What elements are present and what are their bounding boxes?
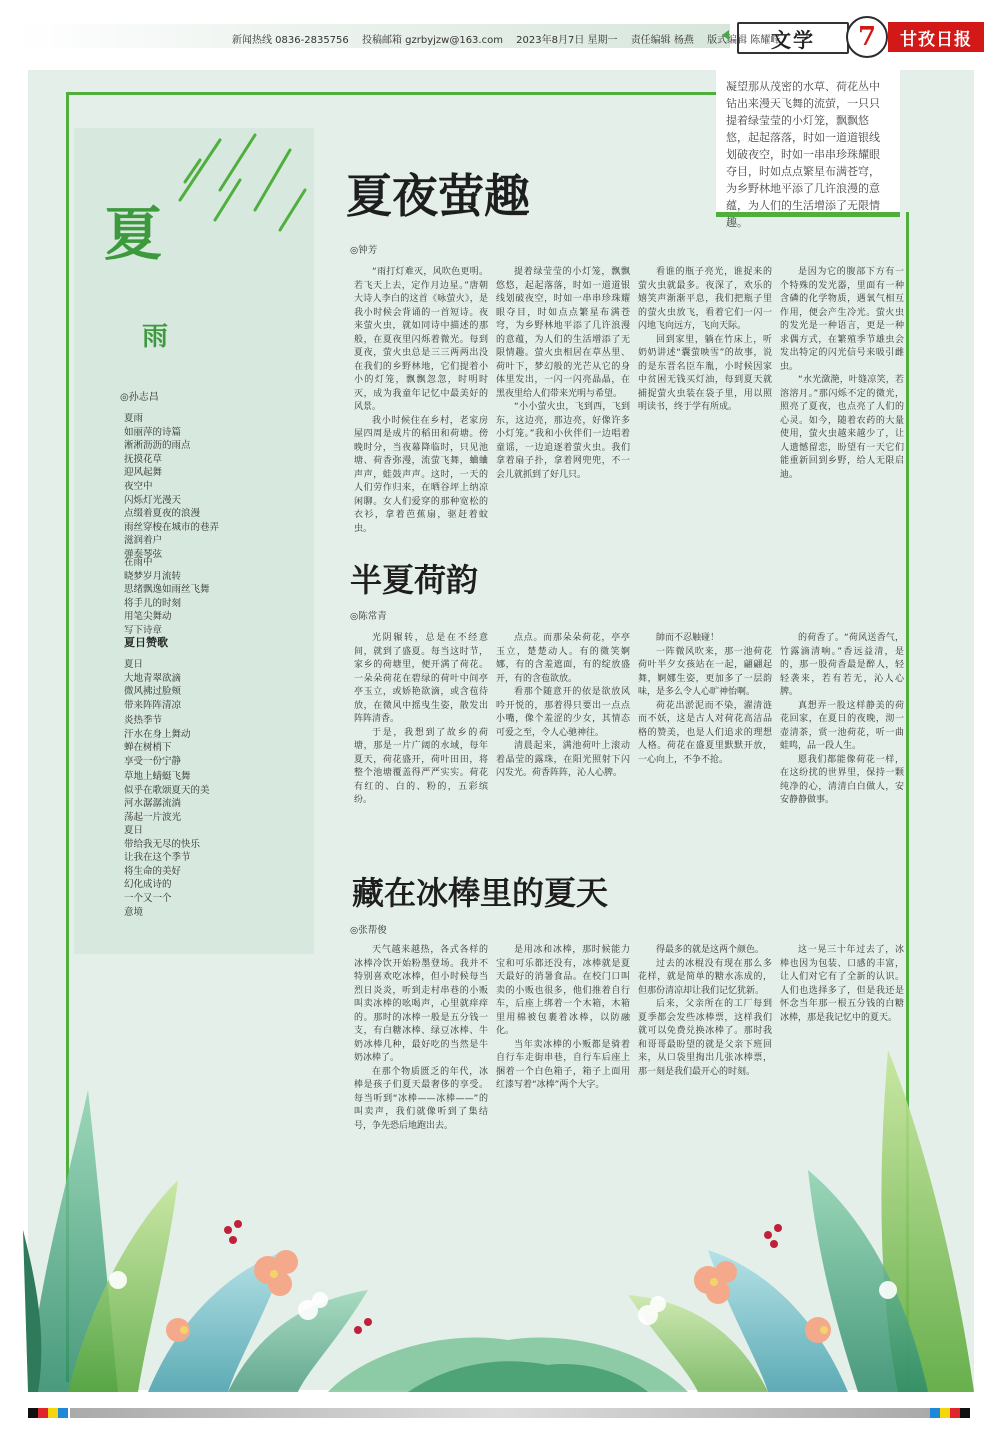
poem-line: 思绪飘逸如雨丝飞舞 — [124, 584, 210, 596]
article1-col3-text: 看谁的瓶子亮光，谁捉来的萤火虫就最多。夜深了，欢乐的嬉笑声渐渐平息，我们把瓶子里的萤火虫放飞，看着它们一闪一闪地飞向远方，飞向天际。 — [638, 267, 772, 331]
poem-subtitle: 夏日赞歌 — [124, 636, 168, 649]
poem-line: 淅淅沥沥的雨点 — [124, 440, 191, 452]
paragraph: 在那个物质匮乏的年代，冰棒是孩子们夏天最奢侈的享受。每当听到“冰棒——冰棒——”的叫卖声，我们就像听到了集结号，争先恐后地跑出去。 — [354, 1066, 488, 1131]
poem-line: 如丽萍的诗篇 — [124, 426, 182, 438]
poem-line: 弹奏琴弦 — [124, 548, 163, 560]
poem-line: 晓梦岁月流转 — [124, 570, 182, 582]
paragraph: 愿我们都能像荷花一样，在这纷扰的世界里，保持一颗纯净的心，清清白白做人，安安静静做事。 — [780, 754, 904, 805]
poem-line: 微风拂过脸颊 — [124, 686, 182, 698]
color-register-right — [930, 1408, 970, 1418]
poem-title-big: 夏 — [104, 200, 163, 268]
article1-title: 夏夜萤趣 — [346, 169, 530, 223]
paragraph: 后来，父亲所在的工厂每到夏季都会发些冰棒票，这样我们就可以免费兑换冰棒了。那时我和哥哥最盼望的就是父亲下班回来，从口袋里掏出几张冰棒票，那一刻是我们最开心的时刻。 — [638, 999, 772, 1077]
paragraph: 于是，我想到了故乡的荷塘，那是一片广阔的水域，每年夏天，荷花盛开，荷叶田田，将整个池塘覆盖得严严实实。荷花有红的、白的、粉的，五彩缤纷。 — [354, 727, 488, 805]
bottom-gray-strip — [70, 1408, 930, 1418]
poem-title-small: 雨 — [142, 322, 169, 352]
article3-col3-text: 得最多的就是这两个颜色。 — [656, 945, 765, 955]
poem-line: 汗水在身上舞动 — [124, 728, 191, 740]
article1-col2-text: 提着绿莹莹的小灯笼，飘飘悠悠，起起落落，时如一道道银线划破夜空，时如一串串珍珠耀眼夺目，时如点点繁星布满苍穹，为乡野林地平添了几许浪漫的意蕴，为人们的生活增添了无限情趣。萤火虫相居在草丛里、荷叶下，梦幻般的光芒从它的身体里发出，一闪一闪亮晶晶，在黑夜里给人们带来光明与希望。 — [496, 267, 630, 399]
date: 2023年8月7日 星期一 — [516, 35, 618, 46]
poem-line: 雨丝穿梭在城市的巷弄 — [124, 521, 220, 533]
article3-col4-text: 这一晃三十年过去了，冰棒也因为包装、口感的丰富，让人们对它有了全新的认识。人们也选择多了，但是我还是怀念当年那一根五分钱的白糖冰棒，那是我记忆中的夏天。 — [780, 945, 904, 1023]
section-name: 文学 — [737, 22, 849, 54]
article2-col3 — [638, 632, 772, 858]
poem-line: 抚摸花草 — [124, 453, 163, 465]
poem-line: 意境 — [124, 906, 144, 918]
paragraph: 真想弄一股这样静美的荷花回家，在夏日的夜晚，沏一壶清茶，赏一池荷花，听一曲蛙鸣，品一段人生。 — [780, 700, 904, 751]
poem-line: 享受一份宁静 — [124, 755, 182, 767]
poem-stanza-2 — [124, 480, 294, 562]
poem-line: 夏雨 — [124, 413, 144, 424]
poem-line: 一个又一个 — [124, 892, 172, 904]
article2-col2-text: 点点。而那朵朵荷花，亭亭玉立，楚楚动人。有的微笑婀娜，有的含羞遮面，有的绽放盛开，有的含苞欲放。 — [496, 633, 630, 684]
article1-author: ◎钟芳 — [350, 245, 378, 256]
poem-stanza-6 — [124, 770, 294, 824]
paragraph: 一阵微风吹来，那一池荷花荷叶半夕女孩站在一起，翩翩起舞，婀娜生姿，更加多了一层韵味，是多么令人心旷神怡啊。 — [638, 646, 772, 697]
poem-line: 炎热季节 — [124, 715, 163, 726]
paragraph: 荷花出淤泥而不染，濯清涟而不妖，这是古人对荷花高洁品格的赞美，也是人们追求的理想人格。荷花在盛夏里默默开放，一心向上，不争不抢。 — [638, 700, 772, 765]
header-info — [232, 31, 790, 46]
article1-col4 — [780, 266, 904, 524]
poem-line: 让我在这个季节 — [124, 852, 191, 864]
poem-line: 将生命的美好 — [124, 865, 182, 877]
paragraph: “小小萤火虫，飞到西，飞到东，这边亮，那边亮，好像许多小灯笼。”我和小伙伴们一边唱着童谣，一边追逐着萤火虫。我们拿着扇子扑，拿着网兜兜，不一会儿就抓到了好几只。 — [496, 402, 630, 480]
poem-line: 写下诗章 — [124, 624, 163, 636]
poem-line: 草地上蜻蜓飞舞 — [124, 771, 191, 782]
article2-col2 — [496, 632, 630, 858]
editor: 责任编辑 杨燕 — [630, 35, 694, 46]
paragraph: “水光潋滟，叶缝凉笑，若溶溶月。”那闪烁不定的微光，照亮了夏夜，也点亮了人们的心灵。如今，随着农药的大量使用，萤火虫越来越少了，让人遗憾留恋，盼望有一天它们能重新回到乡野，给人无限启迪。 — [780, 375, 904, 480]
article2-col4 — [780, 632, 904, 858]
poem-line: 将手儿的时刻 — [124, 597, 182, 609]
email: 投稿邮箱 gzrbyjzw@163.com — [361, 35, 503, 46]
poem-line: 荡起一片波光 — [124, 811, 182, 823]
paragraph: 看那个随意开的依是欲放风吟开悦的，那着得只要出一点点小嘴，像个羞涩的少女，其情态可爱之至，令人心驰神往。 — [496, 687, 630, 738]
poem-line: 滋润着户 — [124, 535, 163, 547]
page-number: 7 — [846, 16, 888, 58]
paragraph: 清晨起来，满池荷叶上滚动着晶莹的露珠，在阳光照射下闪闪发光。荷香阵阵，沁人心脾。 — [496, 741, 630, 778]
poem-line: 用笔尖舞动 — [124, 611, 172, 623]
article2-col3-text: 帥而不忍触碰！ — [656, 633, 720, 643]
article1-col1-text: “雨打灯难灭，风吹色更明。若飞天上去，定作月边星。”唐朝大诗人李白的这首《咏萤火》，是我小时候会背诵的一首短诗。夜来萤火虫，就如同诗中描述的那般，在夏夜里闪烁着微光。每到夏夜，萤火虫总是三三两两出没在我们的乡野林地，它们提着小小的灯笼，飘飘忽忽，时明时灭，成为我童年记忆中最美好的风景。 — [354, 267, 488, 412]
article2-col1 — [354, 632, 488, 858]
paragraph: 过去的冰棍没有现在那么多花样，就是简单的糖水冻成的，但那份清凉却让我们记忆犹新。 — [638, 958, 772, 996]
poem-line: 夏日 — [124, 659, 144, 670]
article2-col4-text: 的荷香了。“荷风送香气，竹露滴清响。”香远益清，是的，那一股荷香最是醉人，轻轻袭来，若有若无，沁人心脾。 — [780, 633, 904, 697]
article3-col1-text: 天气越来越热，各式各样的冰棒冷饮开始粉墨登场。我并不特别喜欢吃冰棒，但小时候每当烈日炎炎，听到走村串巷的小贩叫卖冰棒的吆喝声，心里就痒痒的。那时的冰棒一般是五分钱一支，有白糖冰棒、绿豆冰棒、牛奶冰棒几种，最好吃的当然是牛奶冰棒了。 — [354, 945, 488, 1063]
article1-col3 — [638, 266, 772, 524]
poem-line: 迎风起舞 — [124, 467, 163, 479]
poem-stanza-7 — [124, 824, 294, 919]
header-arrow-icon — [722, 30, 729, 40]
paragraph: 当年卖冰棒的小贩都是骑着自行车走街串巷，自行车后座上捆着一个白色箱子，箱子上面用红漆写着“冰棒”两个大字。 — [496, 1039, 630, 1090]
masthead-logo: 甘孜日报 — [888, 22, 984, 52]
article3-title: 藏在冰棒里的夏天 — [352, 874, 609, 912]
paragraph: 我小时候住在乡村，老家房屋四周是成片的稻田和荷塘。傍晚时分，当夜幕降临时，只见池塘、荷香弥漫，流萤飞舞，蛐蛐声声，蛙鼓声声。这时，一天的人们劳作归来，在晒谷坪上纳凉闲聊。女人们爱穿的那种宽松的衣衫，拿着芭蕉扇，驱赶着蚊虫。 — [354, 415, 488, 534]
layout-editor: 版式编辑 陈耀峰 — [707, 35, 781, 46]
article2-author: ◎陈常青 — [350, 611, 387, 622]
intro-text: 凝望那从茂密的水草、荷花丛中钻出来漫天飞舞的流萤，一只只提着绿莹莹的小灯笼，飘飘悠悠，起起落落，时如一道道银线划破夜空，时如一串串珍珠耀眼夺目，时如点点繁星布满苍穹，为乡野林地平添了几许浪漫的意蕴，为人们的生活增添了无限情趣。 — [726, 80, 880, 229]
article1-col2 — [496, 266, 630, 524]
paragraph: 回到家里，躺在竹床上，听奶奶讲述“囊萤映雪”的故事，说的是东晋名臣车胤，小时候因家中贫困无钱买灯油，每到夏天就捕捉萤火虫装在袋子里，用以照明读书，终于学有所成。 — [638, 334, 772, 412]
poem-stanza-5 — [124, 714, 294, 768]
poem-line: 河水潺潺流淌 — [124, 798, 182, 810]
poem-stanza-4 — [124, 658, 294, 712]
frame-top-line — [66, 92, 718, 95]
article3-author: ◎张帮俊 — [350, 925, 387, 936]
floral-foliage-illustration — [28, 1030, 974, 1392]
poem-line: 闪烁灯光漫天 — [124, 494, 182, 506]
poem-line: 夏日 — [124, 825, 144, 836]
poem-line: 带给我无尽的快乐 — [124, 838, 201, 850]
poem-line: 点缀着夏夜的浪漫 — [124, 508, 201, 520]
poem-author: ◎孙志昌 — [120, 392, 159, 403]
poem-line: 似乎在歌颂夏天的美 — [124, 784, 210, 796]
poem-stanza-1 — [124, 412, 294, 480]
poem-line: 幻化成诗的 — [124, 879, 172, 891]
rain-streaks-icon — [160, 130, 310, 250]
article2-col1-text: 光阴辗转，总是在不经意间，就到了盛夏。每当这时节，家乡的荷塘里，便开满了荷花。一朵朵荷花在碧绿的荷叶中间亭亭玉立，或娇艳欲滴，或含苞待放，在微风中摇曳生姿，散发出阵阵清香。 — [354, 633, 488, 724]
poem-line: 夜空中 — [124, 481, 153, 492]
article3-col2-text: 是用冰和冰棒，那时候能力宝和可乐都还没有，冰棒就是夏天最好的消暑食品。在校门口叫卖的小贩也很多，他们推着自行车，后座上绑着一个木箱，木箱里用棉被包裹着冰棒，以防融化。 — [496, 945, 630, 1036]
article1-col4-text: 是因为它的腹部下方有一个特殊的发光器，里面有一种含磷的化学物质，遇氧气相互作用，便会产生冷光。萤火虫的发光是一种语言，更是一种求偶方式，在繁殖季节雄虫会发出特定的闪光信号来吸引雌虫。 — [780, 267, 904, 372]
poem-line: 在雨中 — [124, 557, 153, 568]
poem-line: 蝉在树梢下 — [124, 742, 172, 754]
color-register-left — [28, 1408, 68, 1418]
article2-title: 半夏荷韵 — [350, 561, 479, 599]
poem-line: 带来阵阵清凉 — [124, 699, 182, 711]
poem-stanza-3 — [124, 556, 294, 638]
article1-col1 — [354, 266, 488, 534]
poem-line: 大地青翠欲滴 — [124, 672, 182, 684]
hotline: 新闻热线 0836-2835756 — [232, 35, 349, 46]
